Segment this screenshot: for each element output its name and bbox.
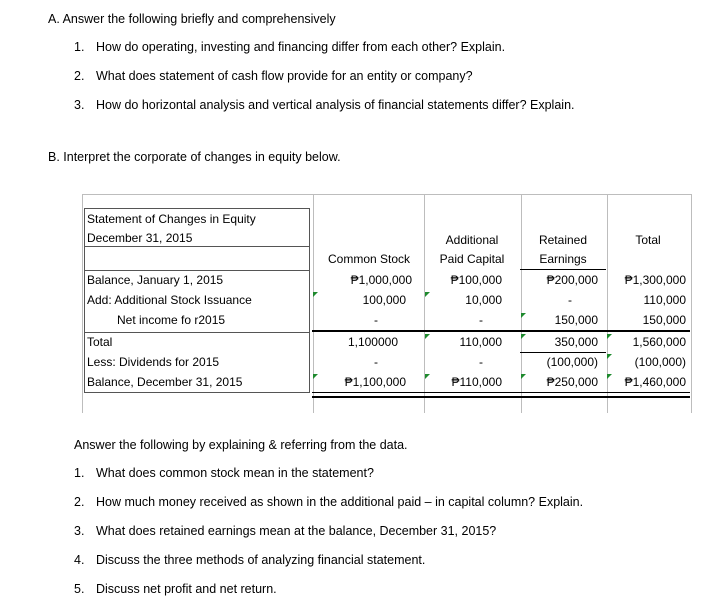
cell-re: ₱200,000 (546, 273, 598, 287)
question-number: 1. (74, 466, 85, 480)
header-total: Total (635, 233, 661, 247)
header-re-line1: Retained (538, 233, 588, 247)
header-re-line2: Earnings (539, 252, 587, 266)
comment-marker-icon (607, 374, 612, 379)
row-label: Less: Dividends for 2015 (87, 355, 220, 369)
cell-total: 110,000 (643, 293, 686, 307)
cell-apic: ₱110,000 (451, 375, 502, 389)
follow-up-question-4 (74, 553, 425, 567)
question-number: 2. (74, 495, 85, 509)
question-text: What does common stock mean in the statement? (96, 466, 374, 480)
question-text: What does statement of cash flow provide for an entity or company? (96, 69, 473, 83)
cell-total: ₱1,300,000 (624, 273, 686, 287)
comment-marker-icon (425, 374, 430, 379)
double-rule-top (312, 392, 690, 393)
question-number: 5. (74, 582, 85, 596)
question-text: How much money received as shown in the additional paid – in capital column? Explain. (96, 495, 584, 509)
question-text: Discuss net profit and net return. (96, 582, 277, 596)
table-date: December 31, 2015 (87, 231, 193, 245)
question-text: How do horizontal analysis and vertical analysis of financial statements differ? Explain. (96, 98, 575, 112)
comment-marker-icon (521, 334, 526, 339)
cell-common: 1,100000 (347, 335, 398, 349)
grid-line (313, 195, 314, 413)
grid-line (84, 270, 310, 271)
cell-re: - (568, 293, 572, 307)
cell-common: ₱1,100,000 (344, 375, 406, 389)
cell-common: - (374, 355, 378, 369)
cell-re: ₱250,000 (546, 375, 598, 389)
comment-marker-icon (521, 313, 526, 318)
header-apic-line1: Additional (445, 233, 499, 247)
row-label: Balance, January 1, 2015 (87, 273, 224, 287)
row-label: Net income fo r2015 (117, 313, 226, 327)
header-apic-line2: Paid Capital (439, 252, 505, 266)
question-text: What does retained earnings mean at the balance, December 31, 2015? (96, 524, 497, 538)
cell-re: 150,000 (554, 313, 598, 327)
cell-common: 100,000 (362, 293, 406, 307)
comment-marker-icon (425, 292, 430, 297)
grid-line (84, 332, 310, 333)
cell-apic: ₱100,000 (450, 273, 502, 287)
comment-marker-icon (607, 354, 612, 359)
cell-re: 350,000 (554, 335, 598, 349)
row-label: Add: Additional Stock Issuance (87, 293, 252, 307)
question-number: 4. (74, 553, 85, 567)
cell-common: ₱1,000,000 (350, 273, 412, 287)
grid-line (84, 246, 310, 247)
grid-line (424, 195, 425, 413)
cell-total: 150,000 (642, 313, 686, 327)
section-a-question-1 (74, 40, 505, 54)
question-text: Discuss the three methods of analyzing financial statement. (96, 553, 426, 567)
comment-marker-icon (425, 334, 430, 339)
comment-marker-icon (313, 374, 318, 379)
question-text: How do operating, investing and financing differ from each other? Explain. (96, 40, 506, 54)
question-number: 1. (74, 40, 85, 54)
cell-apic: - (479, 313, 483, 327)
double-rule-bottom (312, 396, 690, 398)
section-a-question-2 (74, 69, 473, 83)
cell-total: 1,560,000 (632, 335, 686, 349)
cell-apic: 110,000 (459, 335, 502, 349)
underline (520, 269, 606, 270)
total-rule (312, 330, 690, 332)
row-label: Total (87, 335, 113, 349)
table-title: Statement of Changes in Equity (87, 212, 256, 226)
cell-common: - (374, 313, 378, 327)
cell-total: ₱1,460,000 (624, 375, 686, 389)
section-b-heading: B. Interpret the corporate of changes in equity below. (48, 150, 341, 164)
question-number: 3. (74, 524, 85, 538)
follow-up-question-1 (74, 466, 374, 480)
cell-total: (100,000) (634, 355, 686, 369)
comment-marker-icon (521, 374, 526, 379)
comment-marker-icon (607, 334, 612, 339)
row-label: Balance, December 31, 2015 (87, 375, 243, 389)
follow-up-question-5 (74, 582, 277, 596)
follow-up-intro: Answer the following by explaining & referring from the data. (74, 438, 408, 452)
follow-up-question-2 (74, 495, 583, 509)
question-number: 3. (74, 98, 85, 112)
question-number: 2. (74, 69, 85, 83)
follow-up-question-3 (74, 524, 496, 538)
cell-apic: - (479, 355, 483, 369)
section-a-question-3 (74, 98, 575, 112)
header-common-stock: Common Stock (327, 252, 411, 266)
cell-re: (100,000) (546, 355, 598, 369)
underline (520, 352, 606, 353)
section-a-heading: A. Answer the following briefly and comprehensively (48, 12, 336, 26)
comment-marker-icon (313, 292, 318, 297)
cell-apic: 10,000 (465, 293, 502, 307)
